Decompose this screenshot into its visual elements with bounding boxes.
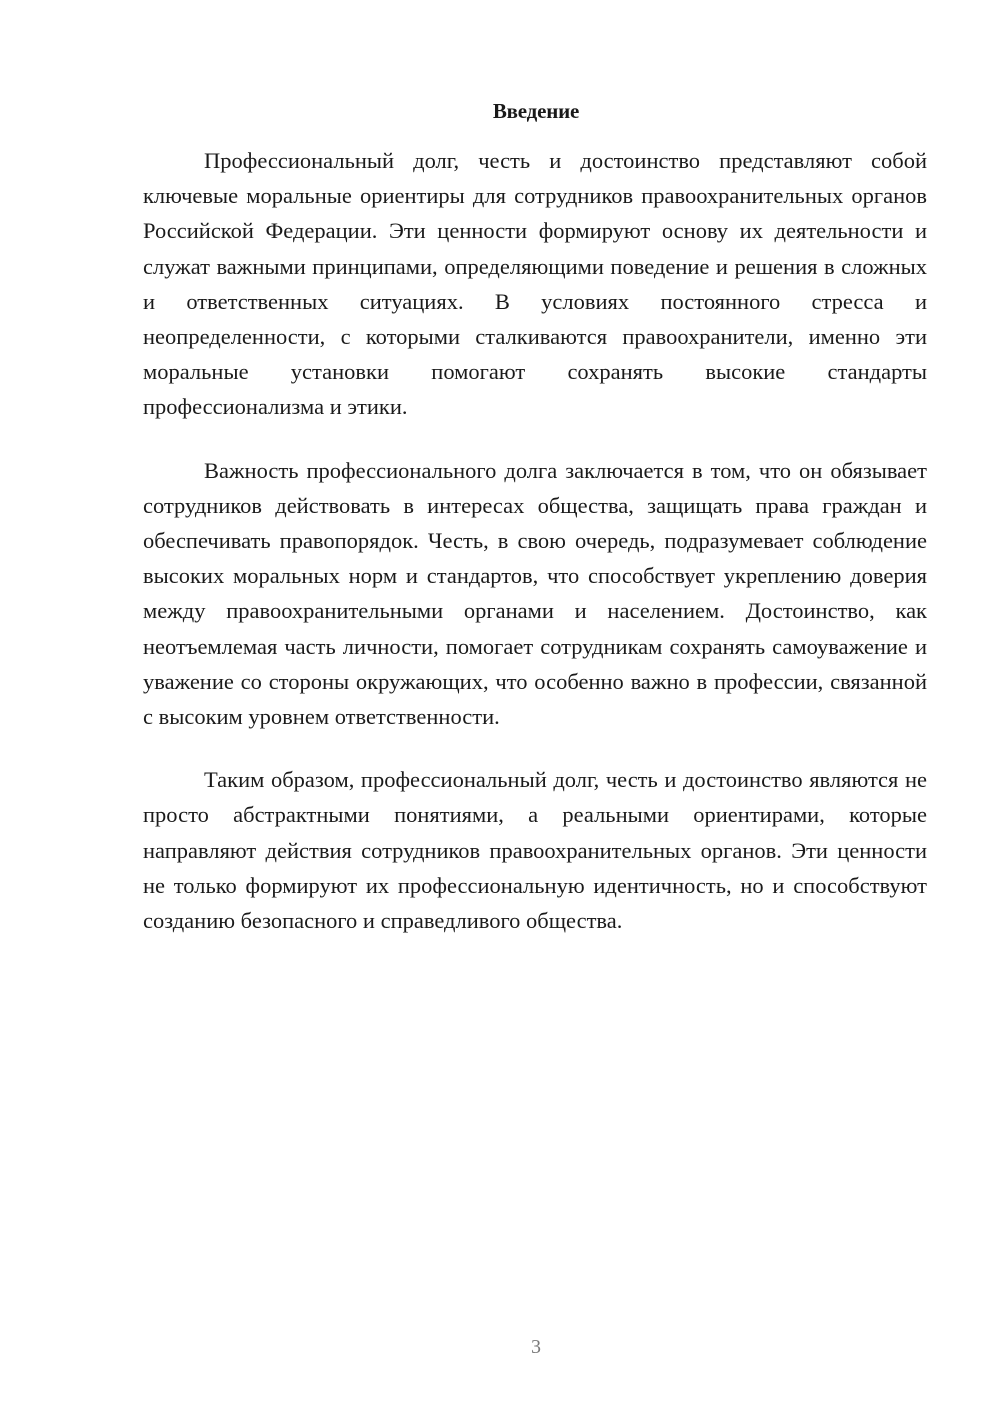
paragraph-3: Таким образом, профессиональный долг, честь и достоинство являются не просто абстрактными понятиями, а реальными ориентирами, которые направляют действия сотрудников правоохранительных органов. Эти ценности не только формируют их профессиональную идентичность, но и способствуют созданию безопасного и справедливого общества. [143, 767, 927, 934]
body-text [143, 143, 927, 938]
paragraph-2: Важность профессионального долга заключается в том, что он обязывает сотрудников действовать в интересах общества, защищать права граждан и обеспечивать правопорядок. Честь, в свою очередь, подразумевает соблюдение высоких моральных норм и стандартов, что способствует укреплению доверия между правоохранительными органами и населением. Достоинство, как неотъемлемая часть личности, помогает сотрудникам сохранять самоуважение и уважение со стороны окружающих, что особенно важно в профессии, связанной с высоким уровнем ответственности. [143, 457, 927, 730]
section-title: Введение [492, 99, 580, 123]
page-number: 3 [531, 1336, 541, 1358]
paragraph-1: Профессиональный долг, честь и достоинство представляют собой ключевые моральные ориентиры для сотрудников правоохранительных органов Российской Федерации. Эти ценности формируют основу их деятельности и служат важными принципами, определяющими поведение и решения в сложных и ответственных ситуациях. В условиях постоянного стресса и неопределенности, с которыми сталкиваются правоохранители, именно эти моральные установки помогают сохранять высокие стандарты профессионализма и этики. [143, 148, 927, 420]
